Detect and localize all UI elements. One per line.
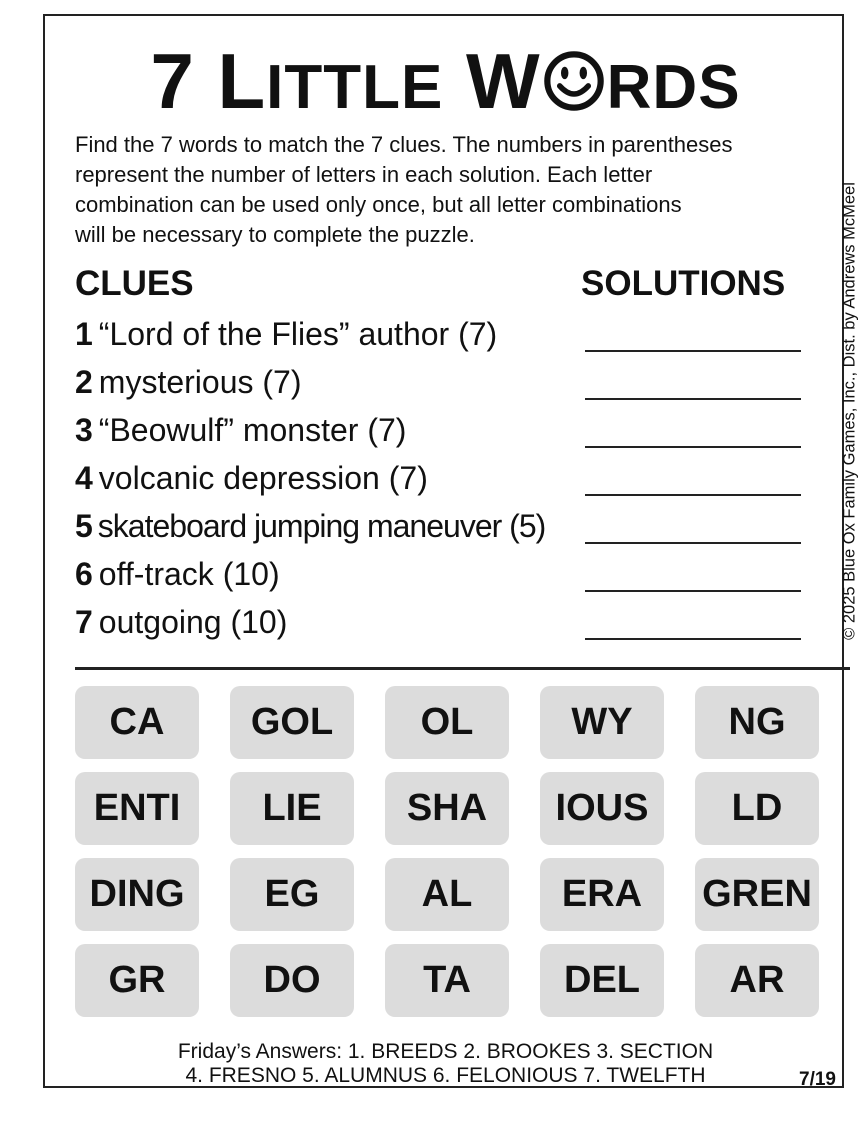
clue-2	[75, 362, 302, 402]
solution-blank-1[interactable]	[585, 350, 801, 352]
letter-tile[interactable]: DEL	[540, 944, 664, 1017]
letter-tile[interactable]: LIE	[230, 772, 354, 845]
clue-number: 7	[75, 604, 93, 640]
clue-text: off-track (10)	[98, 556, 280, 592]
puzzle-panel	[43, 14, 859, 1090]
letter-tile[interactable]: SHA	[385, 772, 509, 845]
solution-blank-5[interactable]	[585, 542, 801, 544]
letter-tile[interactable]: GREN	[695, 858, 819, 931]
clue-number: 5	[75, 508, 92, 544]
clue-number: 3	[75, 412, 93, 448]
letter-tile[interactable]: LD	[695, 772, 819, 845]
clues-header: CLUES	[75, 264, 194, 303]
letter-tile[interactable]: DO	[230, 944, 354, 1017]
copyright-notice	[841, 151, 859, 671]
clue-7	[75, 602, 287, 642]
divider	[75, 667, 850, 670]
clue-number: 6	[75, 556, 93, 592]
letter-tile[interactable]: DING	[75, 858, 199, 931]
title-part: RDS	[606, 53, 741, 122]
title-part: 7 L	[150, 37, 267, 125]
title-part: ITTLE	[266, 53, 444, 122]
letter-tile[interactable]: ERA	[540, 858, 664, 931]
letter-tile[interactable]: EG	[230, 858, 354, 931]
clue-5	[75, 506, 545, 546]
title-part: W	[443, 37, 541, 125]
previous-answers	[45, 1040, 846, 1088]
solution-blank-3[interactable]	[585, 446, 801, 448]
clue-4	[75, 458, 428, 498]
clue-text: “Lord of the Flies” author (7)	[98, 316, 498, 352]
clue-6	[75, 554, 280, 594]
solution-blank-6[interactable]	[585, 590, 801, 592]
clue-number: 1	[75, 316, 93, 352]
clue-3	[75, 410, 406, 450]
clue-text: “Beowulf” monster (7)	[98, 412, 407, 448]
puzzle-date: 7/19	[799, 1069, 836, 1090]
instruction-line: Find the 7 words to match the 7 clues. The numbers in parentheses	[75, 132, 733, 157]
letter-tile[interactable]: AR	[695, 944, 819, 1017]
letter-tile[interactable]: OL	[385, 686, 509, 759]
smiley-face-icon	[543, 50, 605, 112]
letter-tile[interactable]: GOL	[230, 686, 354, 759]
letter-tile[interactable]: NG	[695, 686, 819, 759]
copyright-text: © 2025 Blue Ox Family Games, Inc., Dist. by Andrews McMeel	[840, 182, 859, 640]
letter-tile[interactable]: GR	[75, 944, 199, 1017]
instruction-line: will be necessary to complete the puzzle.	[75, 222, 475, 247]
clue-text: skateboard jumping maneuver (5)	[97, 508, 546, 544]
puzzle-title	[45, 37, 846, 125]
letter-tile[interactable]: IOUS	[540, 772, 664, 845]
clue-1	[75, 314, 497, 354]
answers-line: 4. FRESNO 5. ALUMNUS 6. FELONIOUS 7. TWELFTH	[185, 1064, 706, 1087]
solution-blank-4[interactable]	[585, 494, 801, 496]
instructions	[75, 130, 835, 250]
letter-tile[interactable]: CA	[75, 686, 199, 759]
solutions-header: SOLUTIONS	[581, 264, 786, 303]
clue-text: volcanic depression (7)	[98, 460, 428, 496]
clue-text: outgoing (10)	[98, 604, 288, 640]
clue-number: 2	[75, 364, 93, 400]
solution-blank-2[interactable]	[585, 398, 801, 400]
letter-tile[interactable]: TA	[385, 944, 509, 1017]
instruction-line: represent the number of letters in each solution. Each letter	[75, 162, 653, 187]
solution-blank-7[interactable]	[585, 638, 801, 640]
answers-line: Friday’s Answers: 1. BREEDS 2. BROOKES 3. SECTION	[177, 1040, 714, 1063]
clue-text: mysterious (7)	[98, 364, 302, 400]
letter-tile[interactable]: ENTI	[75, 772, 199, 845]
letter-tile[interactable]: WY	[540, 686, 664, 759]
letter-tile[interactable]: AL	[385, 858, 509, 931]
instruction-line: combination can be used only once, but all letter combinations	[75, 192, 682, 217]
clue-number: 4	[75, 460, 93, 496]
